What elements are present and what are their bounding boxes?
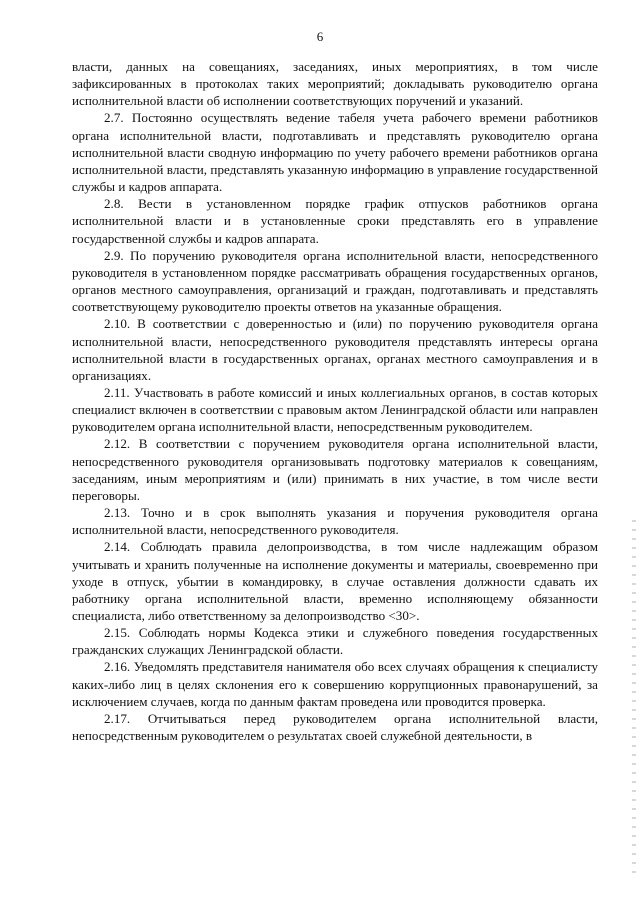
paragraph-2-13: 2.13. Точно и в срок выполнять указания и поручения руководителя органа исполнительной власти, непосредственного руководителя. xyxy=(72,505,598,538)
document-body xyxy=(72,58,598,744)
paragraph-2-9: 2.9. По поручению руководителя органа исполнительной власти, непосредственного руководителя в установленном порядке рассматривать обращения государственных органов, органов местного самоуправления, организаций и граждан, подготавливать и представлять соответствующему руководителю проекты ответов на указанные обращения. xyxy=(72,247,598,315)
paragraph-2-15: 2.15. Соблюдать нормы Кодекса этики и служебного поведения государственных гражданских служащих Ленинградской области. xyxy=(72,625,598,658)
scan-edge-marks xyxy=(632,520,636,880)
paragraph-2-8: 2.8. Вести в установленном порядке график отпусков работников органа исполнительной власти и в установленные сроки представлять его в управление государственной службы и кадров аппарата. xyxy=(72,196,598,246)
paragraph-2-10: 2.10. В соответствии с доверенностью и (или) по поручению руководителя органа исполнительной власти, непосредственного руководителя представлять интересы органа исполнительной власти в государственных органах, органах местного самоуправления и в организациях. xyxy=(72,316,598,383)
paragraph-2-16: 2.16. Уведомлять представителя нанимателя обо всех случаях обращения к специалисту каких-либо лиц в целях склонения его к совершению коррупционных правонарушений, за исключением случаев, когда по данным фактам проведена или проводится проверка. xyxy=(72,659,598,709)
paragraph-2-17: 2.17. Отчитываться перед руководителем органа исполнительной власти, непосредственным руководителем о результатах своей служебной деятельности, в xyxy=(72,710,598,744)
paragraph-2-7: 2.7. Постоянно осуществлять ведение табеля учета рабочего времени работников органа исполнительной власти, подготавливать и представлять руководителю органа исполнительной власти сводную информацию по учету рабочего времени работников органа исполнительной власти, представлять указанную информацию в управление государственной службы и кадров аппарата. xyxy=(72,110,598,195)
paragraph-2-14: 2.14. Соблюдать правила делопроизводства, в том числе надлежащим образом учитывать и хранить полученные на исполнение документы и материалы, своевременно при уходе в отпуск, убытии в командировку, в случае оставления должности сдавать их работнику органа исполнительной власти, временно исполняющему обязанности специалиста, либо ответственному за делопроизводство <30>. xyxy=(72,539,598,623)
page-number: 6 xyxy=(316,29,324,44)
paragraph-continuation: власти, данных на совещаниях, заседаниях, иных мероприятиях, в том числе зафиксированных в протоколах таких мероприятий; докладывать руководителю органа исполнительной власти об исполнении соответствующих поручений и указаний. xyxy=(72,59,598,109)
paragraph-2-11: 2.11. Участвовать в работе комиссий и иных коллегиальных органов, в состав которых специалист включен в соответствии с правовым актом Ленинградской области или направлен руководителем органа исполнительной власти, непосредственным руководителем. xyxy=(72,384,598,435)
paragraph-2-12: 2.12. В соответствии с поручением руководителя органа исполнительной власти, непосредственного руководителя организовывать подготовку материалов к совещаниям, заседаниям, иным мероприятиям и (или) принимать в них участие, в том числе вести переговоры. xyxy=(72,436,598,503)
